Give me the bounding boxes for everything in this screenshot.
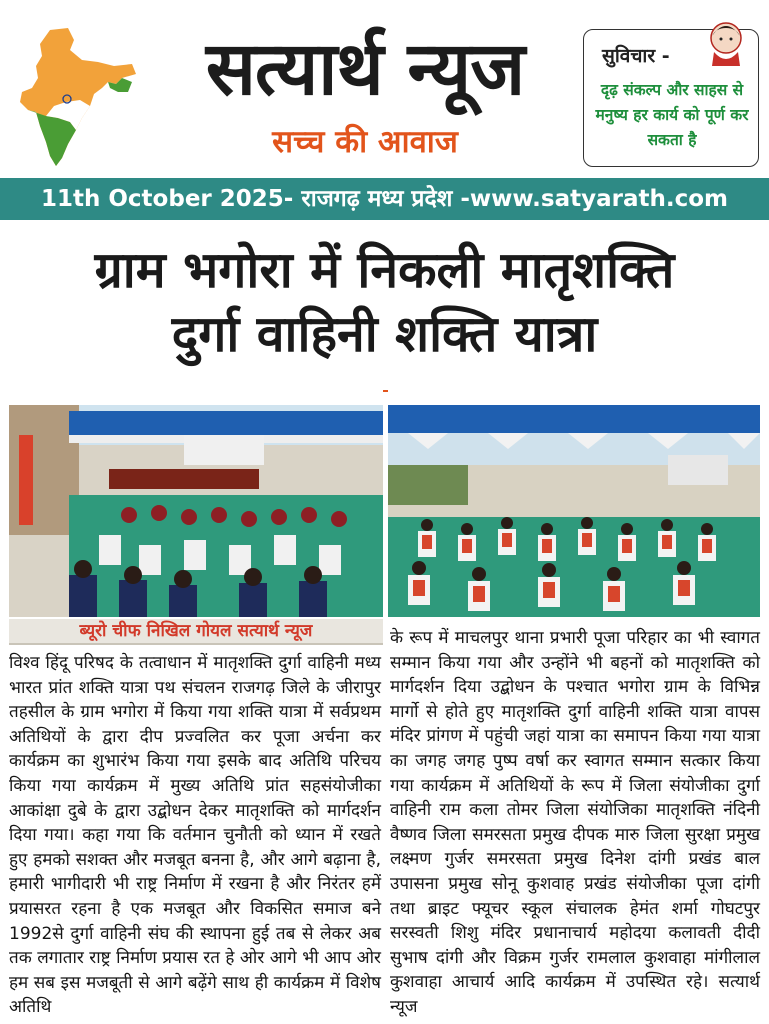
article-column-1: विश्व हिंदू परिषद के तत्वाधान में मातृशक्ति दुर्गा वाहिनी मध्य भारत प्रांत शक्ति यात्रा पथ संचलन राजगढ़ जिले के जीरापुर तहसील के ग्राम भगोरा में किया गया शक्ति यात्रा में सर्वप्रथम अतिथियों के द्वारा दीप प्रज्वलित कर पूजा अर्चना कर कार्यक्रम का शुभारंभ किया गया इसके बाद अतिथि परिचय किया गया कार्यक्रम में मुख्य अतिथि प्रांत सहसंयोजीका आकांक्षा दुबे के द्वारा उद्बोधन देकर मातृशक्ति को मार्गदर्शन दिया गया। कहा गया कि वर्तमान चुनौती को ध्यान में रखते हुए हमको सशक्त और मजबूत बनना है, और आगे बढ़ाना है, हमारी भागीदारी भी राष्ट्र निर्माण में रखना है और निरंतर हमें प्रयासरत रहना है एक मजबूत और विकसित समाज बने 1992से दुर्गा वाहिनी संघ की स्थापना हुई तब से लेकर अब तक लगातार राष्ट्र निर्माण प्रयास रत हे ओर आगे भी आप ओर हम सब इस मजबूती से आगे बढ़ेंगे साथ ही कार्यक्रम में विशेष अतिथि <box>9 653 381 1018</box>
headline-line-2: दुर्गा वाहिनी शक्ति यात्रा <box>171 305 598 363</box>
event-photo-right <box>388 405 760 617</box>
separator-mark <box>383 390 388 392</box>
thought-label: सुविचार - <box>602 45 670 67</box>
thought-text: दृढ़ संकल्प और साहस से मनुष्य हर कार्य को पूर्ण कर सकता है <box>595 81 749 149</box>
masthead-title: सत्यार्थ न्यूज <box>205 26 525 112</box>
event-photo-left <box>9 405 383 617</box>
thought-of-the-day-box <box>583 29 759 167</box>
article-column-2: के रूप में माचलपुर थाना प्रभारी पूजा परिहार का भी स्वागत सम्मान किया गया और उन्होंने भी बहनों को मातृशक्ति को मार्गदर्शन दिया उद्बोधन के पश्चात भगोरा ग्राम के विभिन्न मार्गो से होते हुए मातृशक्ति दुर्गा वाहिनी शक्ति यात्रा वापस मंदिर प्रांगण में पहुंची जहां यात्रा का समापन किया गया यात्रा का जगह जगह पुष्प वर्षा कर स्वागत सम्मान सत्कार किया गया कार्यक्रम में अतिथियों के रूप में जिला संयोजीका दुर्गा वाहिनी राम कला तोमर जिला संयोजिका मातृशक्ति नंदिनी वैष्णव जिला समरसता प्रमुख दीपक मारु जिला सुरक्षा प्रमुख लक्ष्मण गुर्जर समरसता प्रमुख दिनेश दांगी प्रखंड बाल उपासना प्रमुख सोनू कुशवाह प्रखंड संयोजीका पूजा दांगी तथा ब्राइट फ्यूचर स्कूल संचालक हेमंत शर्मा गोघटपुर सरस्वती शिशु मंदिर प्रधानाचार्य महोदया कलावती दीदी सुभाष दांगी और विक्रम गुर्जर रामलाल कुशवाहा मांगीलाल कुशवाहा आचार्य आदि कार्यक्रम में उपस्थित रहे। सत्यार्थ न्यूज <box>390 628 760 1017</box>
india-map-icon <box>10 26 140 171</box>
masthead <box>0 0 769 178</box>
masthead-tagline: सच्च की आवाज <box>272 124 458 160</box>
byline: ब्यूरो चीफ निखिल गोयल सत्यार्थ न्यूज <box>9 619 383 645</box>
dateline-band: 11th October 2025- राजगढ़ मध्य प्रदेश -www.satyarath.com <box>0 178 769 220</box>
headline <box>0 238 769 366</box>
headline-line-1: ग्राम भगोरा में निकली मातृशक्ति <box>94 241 675 299</box>
avatar-icon <box>706 18 746 68</box>
